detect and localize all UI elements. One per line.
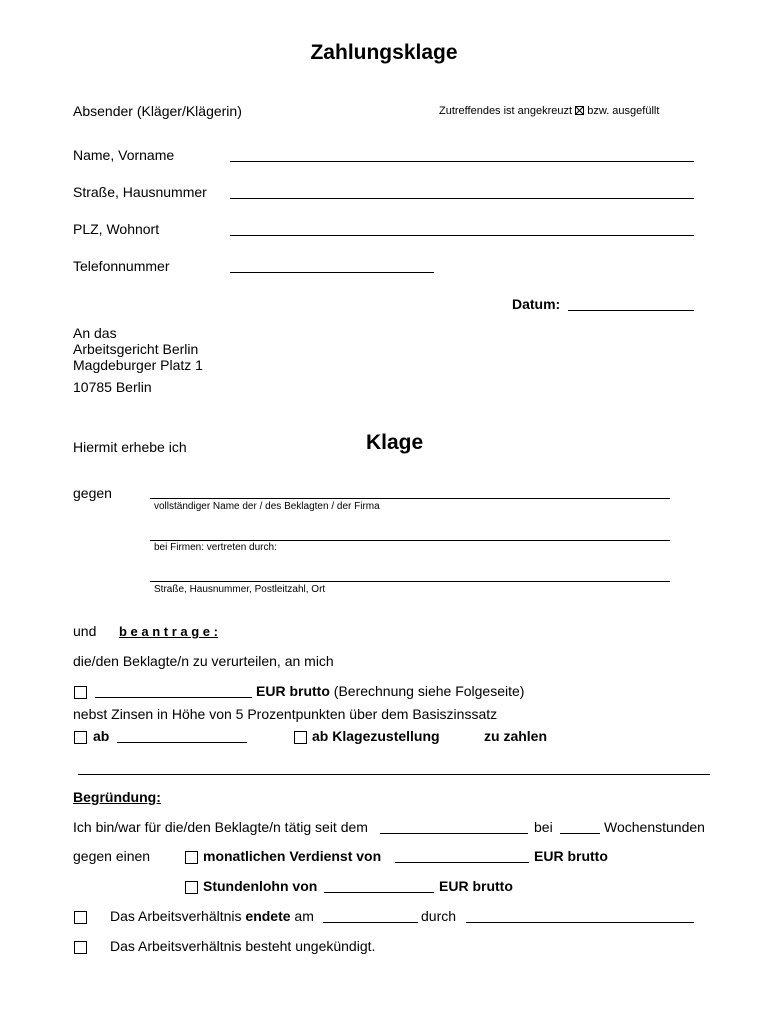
date-field[interactable]	[568, 310, 694, 311]
employment-ended-bold: endete	[245, 908, 291, 924]
represented-by-field[interactable]	[150, 540, 670, 541]
court-address-line1: An das	[73, 325, 117, 341]
employment-since-label: Ich bin/war für die/den Beklagte/n tätig seit dem	[73, 819, 368, 835]
hourly-wage-checkbox[interactable]	[185, 881, 198, 894]
court-address-line2: Arbeitsgericht Berlin	[73, 341, 199, 357]
checked-box-icon	[575, 106, 584, 115]
name-field[interactable]	[230, 161, 694, 162]
reason-heading: Begründung:	[73, 789, 161, 805]
employment-since-field[interactable]	[380, 833, 528, 834]
court-address-line3: Magdeburger Platz 1	[73, 357, 203, 373]
amount-calc-note: (Berechnung siehe Folgeseite)	[333, 683, 525, 699]
plz-label: PLZ, Wohnort	[73, 221, 160, 237]
phone-label: Telefonnummer	[73, 258, 170, 274]
claim-heading: Klage	[366, 431, 424, 454]
street-label: Straße, Hausnummer	[73, 184, 207, 200]
fill-instruction-prefix: Zutreffendes ist angekreuzt	[439, 105, 573, 117]
gegen-einen-label: gegen einen	[73, 848, 151, 864]
ab-checkbox[interactable]	[74, 731, 87, 744]
fill-instruction	[439, 105, 659, 117]
ab-label: ab	[93, 728, 110, 744]
sender-label: Absender (Kläger/Klägerin)	[73, 103, 242, 119]
hourly-wage-label: Stundenlohn von	[203, 878, 318, 894]
motion-text: die/den Beklagte/n zu verurteilen, an mich	[73, 653, 334, 669]
date-label: Datum:	[512, 296, 561, 312]
ended-by-field[interactable]	[466, 922, 694, 923]
monthly-salary-label: monatlichen Verdienst von	[203, 848, 382, 864]
ongoing-employment-text: Das Arbeitsverhältnis besteht ungekündigt.	[110, 938, 376, 954]
durch-label: durch	[421, 908, 457, 924]
monthly-salary-field[interactable]	[395, 862, 529, 863]
klagezustellung-label: ab Klagezustellung	[312, 728, 440, 744]
hourly-wage-field[interactable]	[324, 892, 434, 893]
name-label: Name, Vorname	[73, 147, 175, 163]
amount-row	[256, 683, 524, 699]
ab-date-field[interactable]	[117, 742, 247, 743]
phone-field[interactable]	[230, 272, 434, 273]
street-field[interactable]	[230, 198, 694, 199]
fill-instruction-suffix: bzw. ausgefüllt	[587, 105, 660, 117]
beantrage-label: b e a n t r a g e :	[119, 624, 218, 639]
zu-zahlen-label: zu zahlen	[484, 728, 548, 744]
interest-text: nebst Zinsen in Höhe von 5 Prozentpunkten über dem Basiszinssatz	[73, 706, 498, 722]
represented-by-hint: bei Firmen: vertreten durch:	[154, 542, 277, 553]
und-label: und	[73, 623, 97, 639]
employment-ended-checkbox[interactable]	[74, 911, 87, 924]
page-title: Zahlungsklage	[310, 41, 458, 64]
plz-field[interactable]	[230, 235, 694, 236]
amount-eur-brutto: EUR brutto	[256, 683, 330, 699]
amount-field[interactable]	[95, 697, 252, 698]
monthly-eur-brutto: EUR brutto	[534, 848, 608, 864]
employment-ended-am: am	[294, 908, 314, 924]
claim-intro: Hiermit erhebe ich	[73, 439, 187, 455]
employment-ended-text	[110, 908, 314, 924]
klagezustellung-checkbox[interactable]	[294, 731, 307, 744]
ongoing-employment-checkbox[interactable]	[74, 941, 87, 954]
court-address-line4: 10785 Berlin	[73, 379, 152, 395]
weekly-hours-label: Wochenstunden	[604, 819, 705, 835]
defendant-name-hint: vollständiger Name der / des Beklagten / der Firma	[154, 501, 380, 512]
defendant-name-field[interactable]	[150, 498, 670, 499]
hourly-eur-brutto: EUR brutto	[439, 878, 513, 894]
end-date-field[interactable]	[323, 922, 418, 923]
employment-ended-prefix: Das Arbeitsverhältnis	[110, 908, 242, 924]
monthly-salary-checkbox[interactable]	[185, 851, 198, 864]
bei-label: bei	[534, 819, 553, 835]
amount-checkbox[interactable]	[74, 686, 87, 699]
weekly-hours-field[interactable]	[560, 833, 600, 834]
defendant-address-field[interactable]	[150, 581, 670, 582]
section-divider	[78, 774, 710, 775]
against-label: gegen	[73, 485, 112, 501]
defendant-address-hint: Straße, Hausnummer, Postleitzahl, Ort	[154, 584, 326, 595]
